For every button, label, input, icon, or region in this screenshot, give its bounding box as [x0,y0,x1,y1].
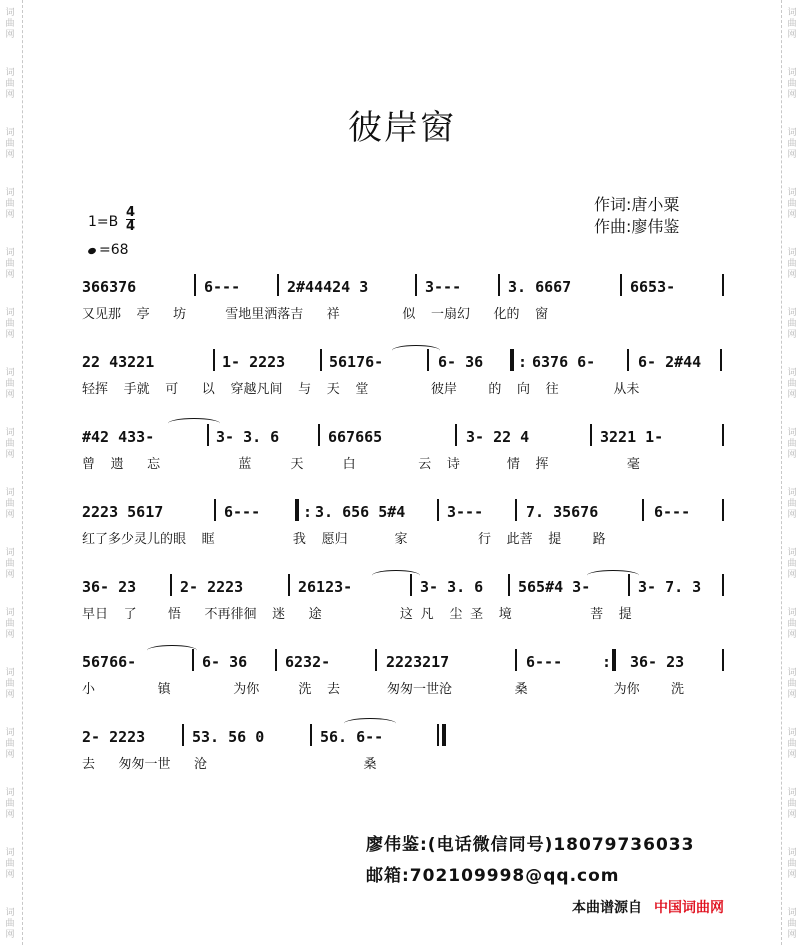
barline [628,574,630,596]
side-watermark-mark: 词 曲 网 [787,548,797,580]
side-watermark-mark: 词 曲 网 [787,308,797,340]
barline [277,274,279,296]
measure: 2- 2223 [82,728,146,746]
measure: 36- 23 [82,578,137,596]
quarter-note-icon [87,247,97,255]
measure: 7. 35676 [526,503,599,521]
barline [720,349,722,371]
repeat-start-barline [295,499,299,521]
barline [722,424,724,446]
side-watermark-mark: 词 曲 网 [5,848,15,880]
barline [515,649,517,671]
barline [590,424,592,446]
lyrics-line: 小 镇 为你 洗 去 匆匆一世沧 桑 为你 洗 [82,682,684,697]
barline [437,499,439,521]
measure: 6--- [204,278,241,296]
barline [620,274,622,296]
barline [214,499,216,521]
measure: 3. 6667 [508,278,572,296]
side-watermark-mark: 词 曲 网 [787,68,797,100]
side-watermark-mark: 词 曲 网 [787,488,797,520]
measure: 56176- [329,353,384,371]
side-watermark-mark: 词 曲 网 [5,728,15,760]
measure: 3221 1- [600,428,664,446]
measure: 3. 656 5#4 [315,503,406,521]
lyrics-line: 去 匆匆一世 沧 桑 [82,757,377,772]
barline [722,649,724,671]
contact-phone: 廖伟鉴:(电话微信同号)18079736033 [366,835,695,855]
slur [392,345,440,356]
score-row-4 [82,503,732,563]
repeat-end-barline [612,649,616,671]
barline [410,574,412,596]
measure: 366376 [82,278,137,296]
measure: 3- 7. 3 [638,578,702,596]
lyrics-line: 红了多少灵儿的眼 眶 我 愿归 家 行 此菩 提 路 [82,532,606,547]
measure: 6--- [654,503,691,521]
side-watermark-mark: 词 曲 网 [787,728,797,760]
barline [320,349,322,371]
barline [170,574,172,596]
measure: 22 43221 [82,353,155,371]
measure: 56. 6-- [320,728,384,746]
measure: 6653- [630,278,676,296]
barline [207,424,209,446]
side-watermark-mark: 词 曲 网 [5,368,15,400]
measure: 6232- [285,653,331,671]
side-watermark-mark: 词 曲 网 [5,668,15,700]
barline [455,424,457,446]
score-row-6 [82,653,732,713]
measure: 56766- [82,653,137,671]
score-row-1 [82,278,732,338]
final-barline-thick [442,724,446,746]
repeat-dots: : [602,653,612,671]
measure: 3- 3. 6 [216,428,280,446]
side-watermark-mark: 词 曲 网 [787,368,797,400]
source-attribution [572,897,724,917]
key-signature: 1=B [88,214,119,230]
side-watermark-mark: 词 曲 网 [5,548,15,580]
tempo-marking [88,242,129,258]
side-watermark-mark: 词 曲 网 [5,8,15,40]
measure: 6- 36 [438,353,484,371]
lyrics-line: 早日 了 悟 不再徘徊 迷 途 这 凡 尘 圣 境 菩 提 [82,607,632,622]
composer-credit: 作曲:廖伟鉴 [594,217,680,236]
measure: 1- 2223 [222,353,286,371]
side-watermark-mark: 词 曲 网 [787,608,797,640]
tie [168,418,220,429]
repeat-start-barline [510,349,514,371]
side-watermark-mark: 词 曲 网 [5,788,15,820]
barline [182,724,184,746]
side-watermark-mark: 词 曲 网 [787,848,797,880]
tempo-value: =68 [99,242,129,258]
barline [515,499,517,521]
measure: 6376 6- [532,353,596,371]
barline [627,349,629,371]
measure: 26123- [298,578,353,596]
measure: 2223 5617 [82,503,164,521]
barline [375,649,377,671]
measure: 6- 2#44 [638,353,702,371]
repeat-dots: : [303,503,313,521]
barline [194,274,196,296]
barline [722,574,724,596]
measure: 2- 2223 [180,578,244,596]
measure: 6--- [526,653,563,671]
final-barline-thin [437,724,439,746]
side-watermark-mark: 词 曲 网 [787,908,797,940]
measure: 2#44424 3 [287,278,369,296]
side-watermark-mark: 词 曲 网 [5,68,15,100]
side-watermark-mark: 词 曲 网 [787,428,797,460]
measure: 2223217 [386,653,450,671]
measure: 3- 22 4 [466,428,530,446]
barline [318,424,320,446]
tie [344,718,396,729]
barline [642,499,644,521]
tie [587,570,639,581]
measure: 565#4 3- [518,578,591,596]
measure: 667665 [328,428,383,446]
tie [372,570,420,581]
side-watermark-mark: 词 曲 网 [5,488,15,520]
measure: 53. 56 0 [192,728,265,746]
barline [722,274,724,296]
lyricist-credit: 作词:唐小粟 [594,195,680,214]
score-row-2 [82,353,732,413]
barline [415,274,417,296]
side-watermark-mark: 词 曲 网 [5,908,15,940]
side-watermark-mark: 词 曲 网 [787,188,797,220]
repeat-dots: : [518,353,528,371]
measure: 3- 3. 6 [420,578,484,596]
barline [508,574,510,596]
barline [213,349,215,371]
measure: 3--- [447,503,484,521]
lyrics-line: 又见那 亭 坊 雪地里洒落吉 祥 似 一扇幻 化的 窗 [82,307,549,322]
tie [147,645,197,656]
source-label: 本曲谱源自 [572,900,642,916]
side-watermark-mark: 词 曲 网 [787,788,797,820]
side-watermark-mark: 词 曲 网 [5,128,15,160]
measure: 6--- [224,503,261,521]
contact-email: 邮箱:702109998@qq.com [366,866,620,886]
barline [427,349,429,371]
side-watermark-mark: 词 曲 网 [787,668,797,700]
barline [722,499,724,521]
lyrics-line: 曾 遗 忘 蓝 天 白 云 诗 情 挥 毫 [82,457,640,472]
side-watermark-mark: 词 曲 网 [5,308,15,340]
side-watermark-mark: 词 曲 网 [5,188,15,220]
measure: #42 433- [82,428,155,446]
barline [275,649,277,671]
measure: 36- 23 [630,653,685,671]
time-signature [126,206,135,233]
score-title: 彼岸窗 [348,108,456,148]
measure: 6- 36 [202,653,248,671]
side-watermark-mark: 词 曲 网 [5,608,15,640]
score-row-7 [82,728,732,788]
side-watermark-mark: 词 曲 网 [787,248,797,280]
side-watermark-mark: 词 曲 网 [787,8,797,40]
lyrics-line: 轻挥 手就 可 以 穿越凡间 与 天 堂 彼岸 的 向 往 从未 [82,382,640,397]
side-watermark-mark: 词 曲 网 [5,248,15,280]
source-site-link[interactable]: 中国词曲网 [654,900,724,916]
side-watermark-mark: 词 曲 网 [5,428,15,460]
side-watermark-mark: 词 曲 网 [787,128,797,160]
score-row-5 [82,578,732,638]
time-signature-top: 4 [126,205,136,220]
barline [310,724,312,746]
barline [192,649,194,671]
time-signature-bottom: 4 [126,219,136,234]
score-row-3 [82,428,732,488]
measure: 3--- [425,278,462,296]
barline [498,274,500,296]
barline [288,574,290,596]
